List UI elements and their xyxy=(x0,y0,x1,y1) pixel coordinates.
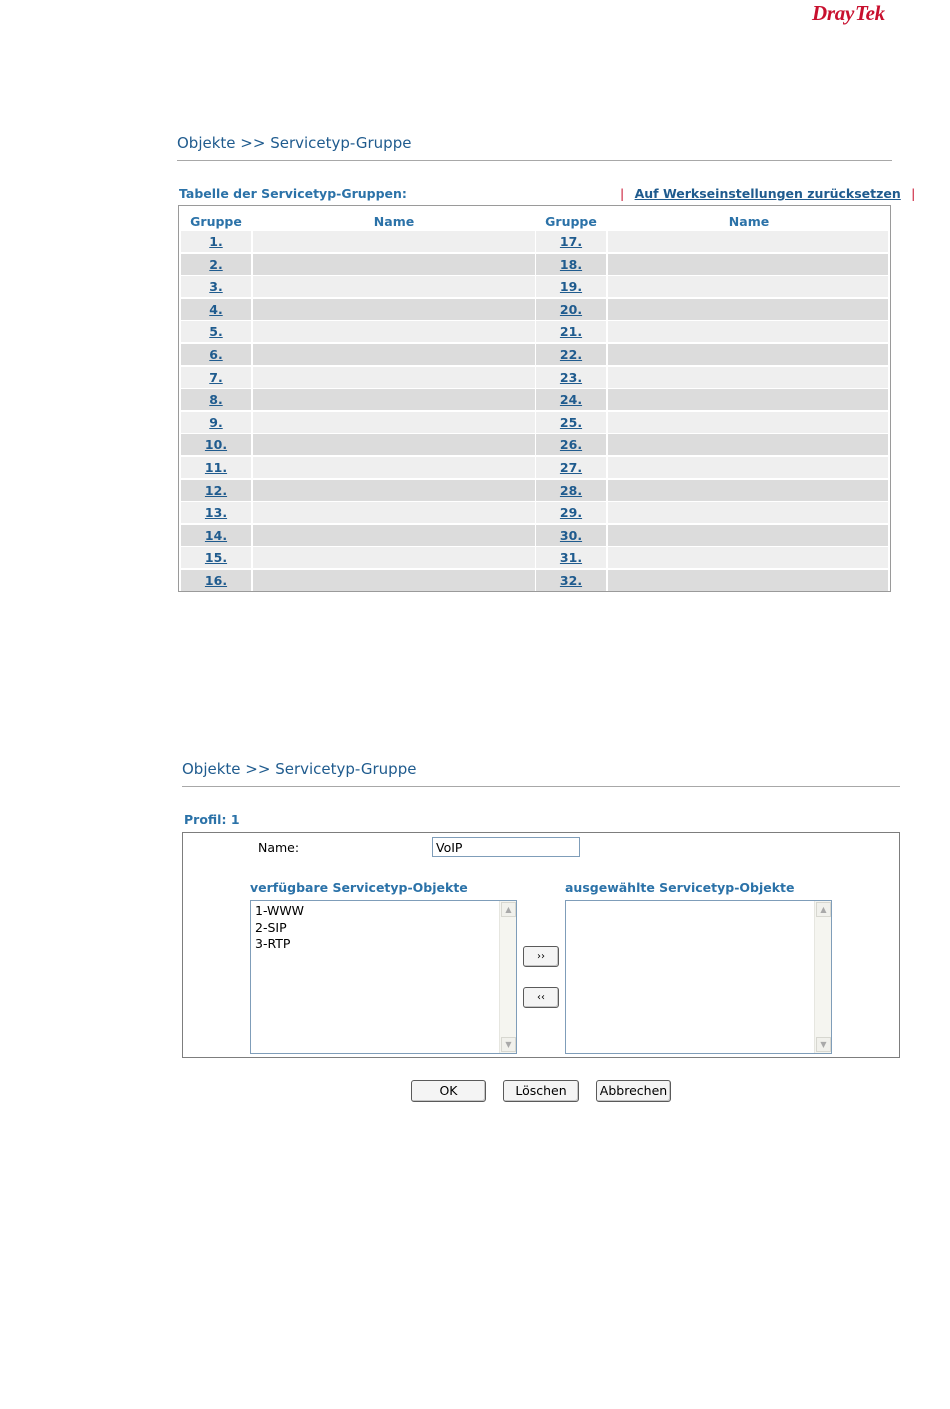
group-name-cell xyxy=(608,457,888,478)
logo-part-1: Dray xyxy=(812,1,854,25)
table-row xyxy=(181,434,888,455)
group-link-left[interactable]: 11. xyxy=(204,460,228,475)
available-objects-list[interactable] xyxy=(250,900,517,1054)
group-number-cell xyxy=(181,389,251,410)
group-name-cell xyxy=(253,547,535,568)
group-link-right[interactable]: 20. xyxy=(559,301,583,317)
table-row xyxy=(181,231,888,252)
group-link-right[interactable]: 22. xyxy=(559,347,583,362)
table-row xyxy=(181,570,888,591)
group-number-cell xyxy=(536,367,606,388)
group-number-cell xyxy=(181,547,251,568)
group-link-right[interactable]: 32. xyxy=(559,573,583,588)
group-name-cell xyxy=(253,344,535,365)
group-link-right[interactable]: 19. xyxy=(559,279,583,295)
group-link-left[interactable]: 2. xyxy=(209,256,223,272)
group-name-cell xyxy=(608,502,888,523)
group-link-left[interactable]: 13. xyxy=(204,505,228,521)
group-number-cell xyxy=(181,276,251,297)
group-name-cell xyxy=(253,502,535,523)
group-name-cell xyxy=(608,480,888,501)
group-link-right[interactable]: 27. xyxy=(559,460,583,475)
group-number-cell xyxy=(536,547,606,568)
group-link-right[interactable]: 24. xyxy=(559,392,583,408)
group-name-cell xyxy=(253,389,535,410)
group-name-cell xyxy=(608,231,888,252)
scroll-down-icon[interactable]: ▼ xyxy=(816,1037,831,1052)
table-row xyxy=(181,480,888,501)
group-link-left[interactable]: 16. xyxy=(204,573,228,588)
group-number-cell xyxy=(181,480,251,501)
group-name-cell xyxy=(608,367,888,388)
column-header-group-right: Gruppe xyxy=(545,214,597,229)
group-link-right[interactable]: 23. xyxy=(559,369,583,385)
group-link-left[interactable]: 6. xyxy=(209,347,223,362)
page-title: Objekte >> Servicetyp-Gruppe xyxy=(177,134,412,152)
add-object-button[interactable]: ›› xyxy=(523,946,559,967)
logo-part-2: Tek xyxy=(854,1,885,25)
column-header-name-left: Name xyxy=(373,214,415,229)
group-number-cell xyxy=(536,389,606,410)
table-row xyxy=(181,502,888,523)
group-name-cell xyxy=(253,254,535,275)
table-row xyxy=(181,321,888,342)
group-name-cell xyxy=(608,344,888,365)
ok-button[interactable]: OK xyxy=(411,1080,486,1102)
group-name-cell xyxy=(253,570,535,591)
title-divider-profile xyxy=(182,786,900,787)
group-name-cell xyxy=(253,231,535,252)
selected-objects-title: ausgewählte Servicetyp-Objekte xyxy=(565,880,795,895)
table-row xyxy=(181,389,888,410)
group-number-cell xyxy=(536,502,606,523)
page-title-profile: Objekte >> Servicetyp-Gruppe xyxy=(182,760,417,778)
group-link-left[interactable]: 4. xyxy=(209,301,223,317)
group-name-cell xyxy=(253,434,535,455)
group-number-cell xyxy=(536,344,606,365)
title-divider xyxy=(177,160,892,161)
table-row xyxy=(181,547,888,568)
group-name-cell xyxy=(608,389,888,410)
group-number-cell xyxy=(181,254,251,275)
scroll-down-icon[interactable]: ▼ xyxy=(501,1037,516,1052)
group-number-cell xyxy=(181,299,251,320)
list-option[interactable]: 3-RTP xyxy=(255,936,291,951)
group-link-right[interactable]: 18. xyxy=(559,256,583,272)
group-name-cell xyxy=(253,412,535,433)
group-link-left[interactable]: 3. xyxy=(209,279,223,295)
group-link-left[interactable]: 8. xyxy=(209,392,223,408)
name-input[interactable] xyxy=(432,837,580,857)
group-number-cell xyxy=(181,367,251,388)
table-row xyxy=(181,525,888,546)
scroll-up-icon[interactable]: ▲ xyxy=(816,902,831,917)
available-items xyxy=(255,903,304,953)
clear-button[interactable]: Löschen xyxy=(503,1080,579,1102)
group-name-cell xyxy=(608,254,888,275)
column-header-name-right: Name xyxy=(728,214,770,229)
group-number-cell xyxy=(181,434,251,455)
group-number-cell xyxy=(536,231,606,252)
list-option[interactable]: 2-SIP xyxy=(255,919,287,935)
cancel-button[interactable]: Abbrechen xyxy=(596,1080,671,1102)
group-number-cell xyxy=(181,525,251,546)
selected-objects-list[interactable] xyxy=(565,900,832,1054)
group-link-right[interactable]: 26. xyxy=(559,437,583,453)
table-row xyxy=(181,299,888,320)
scroll-up-icon[interactable]: ▲ xyxy=(501,902,516,917)
group-number-cell xyxy=(181,502,251,523)
group-link-right[interactable]: 21. xyxy=(559,324,583,340)
group-number-cell xyxy=(181,457,251,478)
group-link-right[interactable]: 17. xyxy=(559,234,583,249)
group-link-left[interactable]: 15. xyxy=(204,550,228,566)
group-link-right[interactable]: 31. xyxy=(559,550,583,566)
group-number-cell xyxy=(536,299,606,320)
name-label: Name: xyxy=(258,840,300,855)
group-link-left[interactable]: 9. xyxy=(209,414,223,430)
group-name-cell xyxy=(253,299,535,320)
profile-title: Profil: 1 xyxy=(184,812,240,827)
group-name-cell xyxy=(608,412,888,433)
group-number-cell xyxy=(181,412,251,433)
group-name-cell xyxy=(608,299,888,320)
group-table xyxy=(178,205,891,592)
separator-right: | xyxy=(911,186,916,201)
selected-list-scrollbar[interactable] xyxy=(814,901,831,1053)
group-name-cell xyxy=(253,480,535,501)
group-link-left[interactable]: 14. xyxy=(204,527,228,543)
group-number-cell xyxy=(536,321,606,342)
reset-link-wrap xyxy=(620,186,915,201)
group-number-cell xyxy=(536,570,606,591)
group-number-cell xyxy=(536,480,606,501)
group-name-cell xyxy=(608,276,888,297)
group-name-cell xyxy=(253,457,535,478)
table-row xyxy=(181,254,888,275)
group-link-left[interactable]: 12. xyxy=(204,482,228,498)
table-row xyxy=(181,412,888,433)
table-row xyxy=(181,457,888,478)
group-link-left[interactable]: 5. xyxy=(209,324,223,340)
group-number-cell xyxy=(536,254,606,275)
group-link-left[interactable]: 1. xyxy=(209,234,223,249)
group-name-cell xyxy=(608,525,888,546)
reset-defaults-link[interactable]: Auf Werkseinstellungen zurücksetzen xyxy=(634,186,901,201)
group-name-cell xyxy=(608,570,888,591)
group-link-right[interactable]: 30. xyxy=(559,527,583,543)
group-name-cell xyxy=(608,321,888,342)
group-number-cell xyxy=(536,412,606,433)
group-link-left[interactable]: 10. xyxy=(204,437,228,453)
group-name-cell xyxy=(253,321,535,342)
table-row xyxy=(181,344,888,365)
group-number-cell xyxy=(181,344,251,365)
table-row xyxy=(181,276,888,297)
group-number-cell xyxy=(181,231,251,252)
remove-object-button[interactable]: ‹‹ xyxy=(523,987,559,1008)
group-name-cell xyxy=(608,547,888,568)
draytek-logo xyxy=(812,1,885,26)
group-number-cell xyxy=(536,525,606,546)
group-number-cell xyxy=(536,457,606,478)
separator-left: | xyxy=(620,186,625,201)
group-number-cell xyxy=(181,321,251,342)
group-link-right[interactable]: 29. xyxy=(559,505,583,521)
available-objects-title: verfügbare Servicetyp-Objekte xyxy=(250,880,468,895)
list-option[interactable]: 1-WWW xyxy=(255,903,305,918)
group-number-cell xyxy=(536,276,606,297)
group-number-cell xyxy=(181,570,251,591)
group-name-cell xyxy=(253,276,535,297)
group-link-right[interactable]: 28. xyxy=(559,482,583,498)
group-number-cell xyxy=(536,434,606,455)
available-list-scrollbar[interactable] xyxy=(499,901,516,1053)
table-row xyxy=(181,367,888,388)
group-link-left[interactable]: 7. xyxy=(209,369,223,385)
group-link-right[interactable]: 25. xyxy=(559,414,583,430)
group-name-cell xyxy=(608,434,888,455)
column-header-group-left: Gruppe xyxy=(190,214,242,229)
table-section-title: Tabelle der Servicetyp-Gruppen: xyxy=(179,186,407,201)
group-name-cell xyxy=(253,367,535,388)
group-name-cell xyxy=(253,525,535,546)
